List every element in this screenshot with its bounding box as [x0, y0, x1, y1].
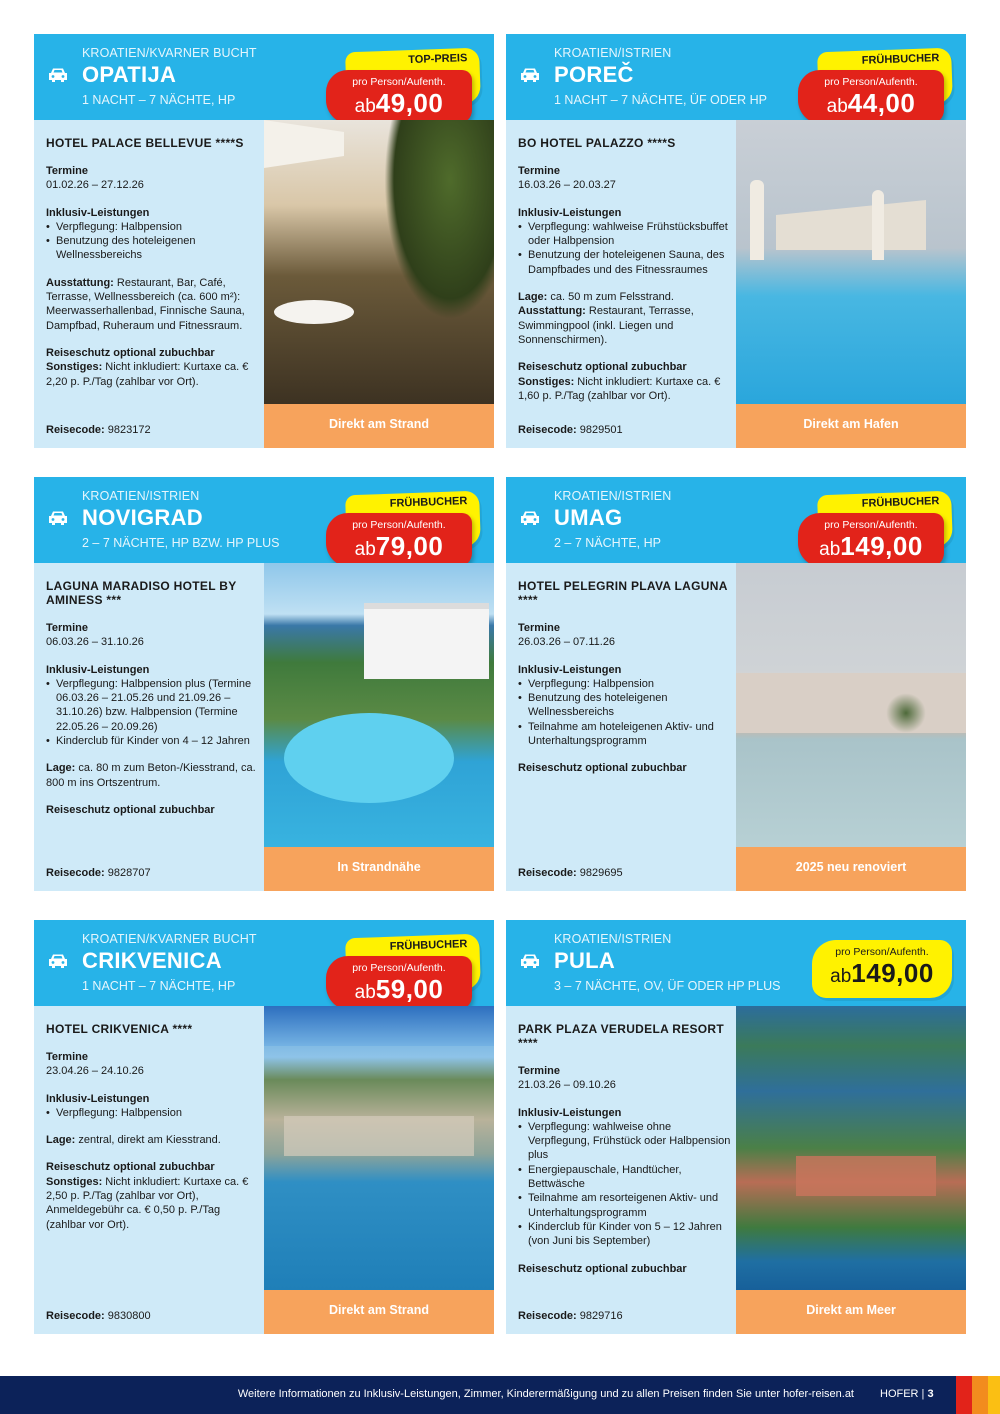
price-value: 49,00 [375, 88, 444, 118]
price-note: pro Person/Aufenth. [824, 519, 918, 531]
inclusive-list: • Verpflegung: wahlweise ohne Verpflegung, Frühstück oder Halbpension plus • Energiepauschale, Handtücher, Bettwäsche • Teilnahme am resorteigenen Aktiv- und Unterhaltungsprogramm • Kinderclub für Kinder von 5 – 12 Jahren (von Juni bis September) [518, 1120, 734, 1249]
price-badge: pro Person/Aufenth. ab149,00 [812, 940, 952, 998]
badge-fruehbucher: FRÜHBUCHER [817, 491, 953, 552]
card-header [506, 920, 966, 1006]
page-number: 3 [927, 1388, 934, 1400]
inclusive-list: • Verpflegung: wahlweise Frühstücksbuffet oder Halbpension • Benutzung der hoteleigenen Sauna, des Dampfbades und des Fitnessraumes [518, 220, 734, 277]
offer-card-novigrad [34, 477, 494, 891]
card-details: PARK PLAZA VERUDELA RESORT **** Termine 21.03.26 – 09.10.26 Inklusiv-Leistungen • Verpflegung: wahlweise ohne Verpflegung, Frühstück oder Halbpension plus • Energiepauschale, Handtücher, Bettwäsche • Teilnahme am resorteigenen Aktiv- und Unterhaltungsprogramm • Kinderclub für Kinder von 5 – 12 Jahren (von Juni bis September) Reiseschutz optional zubuchbar [518, 1016, 734, 1276]
hotel-name: LAGUNA MARADISO HOTEL BY AMINESS *** [46, 579, 237, 607]
dates: 23.04.26 – 24.10.26 [46, 1065, 144, 1078]
price-note: pro Person/Aufenth. [352, 962, 446, 974]
card-header [506, 34, 966, 120]
region: KROATIEN/ISTRIEN [554, 932, 672, 946]
price-note: pro Person/Aufenth. [352, 519, 446, 531]
offer-card-porec [506, 34, 966, 448]
hotel-name: HOTEL PELEGRIN PLAVA LAGUNA **** [518, 579, 728, 607]
card-details: HOTEL CRIKVENICA **** Termine 23.04.26 – 24.10.26 Inklusiv-Leistungen • Verpflegung: Halbpension Lage: zentral, direkt am Kiesstrand. Reiseschutz optional zubuchbar Sonstiges: Nicht inkludiert: Kurtaxe ca. € 2,50 p. P./Tag (zahlbar vor Ort), Anmeldegebühr ca. € 0,50 p. P./Tag (zahlbar vor Ort). [46, 1016, 262, 1232]
hotel-photo [736, 120, 966, 404]
inclusive-list: • Verpflegung: Halbpension plus (Termine 06.03.26 – 21.05.26 und 21.09.26 – 31.10.26) bzw. Halbpension (Termine 22.05.26 – 20.09.26) • Kinderclub für Kinder von 4 – 12 Jahren [46, 677, 262, 748]
dates: 01.02.26 – 27.12.26 [46, 179, 144, 192]
badge-fruehbucher: FRÜHBUCHER [345, 491, 481, 552]
price-value: 149,00 [840, 531, 923, 561]
city-title: OPATIJA [82, 62, 177, 87]
reisecode: Reisecode: 9829695 [518, 867, 623, 879]
hotel-photo [264, 120, 494, 404]
region: KROATIEN/ISTRIEN [82, 489, 200, 503]
brand-stripe-orange [972, 1376, 988, 1414]
footer-info: Weitere Informationen zu Inklusiv-Leistungen, Zimmer, Kinderermäßigung und zu allen Preisen finden Sie unter hofer-reisen.at [237, 1388, 854, 1400]
city-title: PULA [554, 948, 616, 973]
price-badge: pro Person/Aufenth. ab44,00 [798, 70, 944, 124]
dates: 06.03.26 – 31.10.26 [46, 636, 144, 649]
region: KROATIEN/KVARNER BUCHT [82, 46, 257, 60]
card-details: HOTEL PELEGRIN PLAVA LAGUNA **** Termine 26.03.26 – 07.11.26 Inklusiv-Leistungen • Verpflegung: Halbpension • Benutzung des hoteleigenen Wellnessbereichs • Teilnahme am hoteleigenen Aktiv- und Unterhaltungsprogramm Reiseschutz optional zubuchbar [518, 573, 734, 776]
highlight-ribbon: Direkt am Meer [736, 1290, 966, 1334]
hotel-name: HOTEL PALACE BELLEVUE ****S [46, 136, 244, 150]
car-icon [47, 510, 69, 526]
nights-info: 3 – 7 NÄCHTE, OV, ÜF ODER HP PLUS [554, 979, 781, 993]
price-value: 79,00 [375, 531, 444, 561]
reisecode: Reisecode: 9829716 [518, 1310, 623, 1322]
city-title: UMAG [554, 505, 623, 530]
price-value: 59,00 [375, 974, 444, 1004]
card-details: BO HOTEL PALAZZO ****S Termine 16.03.26 – 20.03.27 Inklusiv-Leistungen • Verpflegung: wahlweise Frühstücksbuffet oder Halbpension • Benutzung der hoteleigenen Sauna, des Dampfbades und des Fitnessraumes Lage: ca. 50 m zum Felsstrand. Ausstattung: Restaurant, Terrasse, Swimmingpool (inkl. Liegen und Sonnenschirmen). Reiseschutz optional zubuchbar Sonstiges: Nicht inkludiert: Kurtaxe ca. € 1,60 p. P./Tag (zahlbar vor Ort). [518, 130, 734, 403]
badge-fruehbucher: FRÜHBUCHER [817, 48, 953, 109]
nights-info: 1 NACHT – 7 NÄCHTE, ÜF ODER HP [554, 93, 768, 107]
offer-card-crikvenica [34, 920, 494, 1334]
inclusive-list: • Verpflegung: Halbpension [46, 1106, 262, 1120]
page-footer [0, 1376, 1000, 1414]
price-note: pro Person/Aufenth. [835, 946, 929, 958]
price-badge: pro Person/Aufenth. ab49,00 [326, 70, 472, 124]
price-badge: pro Person/Aufenth. ab79,00 [326, 513, 472, 567]
hotel-name: HOTEL CRIKVENICA **** [46, 1022, 193, 1036]
badge-top-preis: TOP-PREIS [345, 48, 481, 109]
price-badge: pro Person/Aufenth. ab59,00 [326, 956, 472, 1010]
city-title: CRIKVENICA [82, 948, 222, 973]
dates: 26.03.26 – 07.11.26 [518, 636, 616, 649]
nights-info: 1 NACHT – 7 NÄCHTE, HP [82, 93, 236, 107]
highlight-ribbon: Direkt am Strand [264, 1290, 494, 1334]
reisecode: Reisecode: 9829501 [518, 424, 623, 436]
region: KROATIEN/ISTRIEN [554, 46, 672, 60]
nights-info: 2 – 7 NÄCHTE, HP [554, 536, 661, 550]
highlight-ribbon: Direkt am Hafen [736, 404, 966, 448]
region: KROATIEN/KVARNER BUCHT [82, 932, 257, 946]
brand-stripe-yellow [988, 1376, 1000, 1414]
card-header [34, 34, 494, 120]
car-icon [47, 67, 69, 83]
nights-info: 2 – 7 NÄCHTE, HP BZW. HP PLUS [82, 536, 280, 550]
price-badge: pro Person/Aufenth. ab149,00 [798, 513, 944, 567]
region: KROATIEN/ISTRIEN [554, 489, 672, 503]
reisecode: Reisecode: 9823172 [46, 424, 151, 436]
car-icon [519, 510, 541, 526]
nights-info: 1 NACHT – 7 NÄCHTE, HP [82, 979, 236, 993]
footer-brand: HOFER | 3 [880, 1388, 934, 1400]
hotel-photo [264, 563, 494, 847]
hotel-name: BO HOTEL PALAZZO ****S [518, 136, 676, 150]
inclusive-list: • Verpflegung: Halbpension • Benutzung des hoteleigenen Wellnessbereichs • Teilnahme am hoteleigenen Aktiv- und Unterhaltungsprogramm [518, 677, 734, 748]
hotel-photo [736, 563, 966, 847]
card-details: LAGUNA MARADISO HOTEL BY AMINESS *** Termine 06.03.26 – 31.10.26 Inklusiv-Leistungen • Verpflegung: Halbpension plus (Termine 06.03.26 – 21.05.26 und 21.09.26 – 31.10.26) bzw. Halbpension (Termine 22.05.26 – 20.09.26) • Kinderclub für Kinder von 4 – 12 Jahren Lage: ca. 80 m zum Beton-/Kiesstrand, ca. 800 m ins Ortszentrum. Reiseschutz optional zubuchbar [46, 573, 262, 817]
price-note: pro Person/Aufenth. [824, 76, 918, 88]
reisecode: Reisecode: 9830800 [46, 1310, 151, 1322]
price-value: 44,00 [847, 88, 916, 118]
car-icon [519, 953, 541, 969]
highlight-ribbon: In Strandnähe [264, 847, 494, 891]
car-icon [47, 953, 69, 969]
dates: 16.03.26 – 20.03.27 [518, 179, 616, 192]
highlight-ribbon: Direkt am Strand [264, 404, 494, 448]
car-icon [519, 67, 541, 83]
city-title: NOVIGRAD [82, 505, 203, 530]
card-header [506, 477, 966, 563]
highlight-ribbon: 2025 neu renoviert [736, 847, 966, 891]
badge-fruehbucher: FRÜHBUCHER [345, 934, 481, 995]
offer-card-pula [506, 920, 966, 1334]
hotel-photo [736, 1006, 966, 1290]
hotel-name: PARK PLAZA VERUDELA RESORT **** [518, 1022, 725, 1050]
brand-stripe-red [956, 1376, 972, 1414]
card-details: HOTEL PALACE BELLEVUE ****S Termine 01.02.26 – 27.12.26 Inklusiv-Leistungen • Verpflegung: Halbpension • Benutzung des hoteleigenen Wellnessbereichs Ausstattung: Restaurant, Bar, Café, Terrasse, Wellnessbereich (ca. 600 m²): Meerwasserhallenbad, Finnische Sauna, Dampfbad, Ruheraum und Fitnessraum. Reiseschutz optional zubuchbar Sonstiges: Nicht inkludiert: Kurtaxe ca. € 2,20 p. P./Tag (zahlbar vor Ort). [46, 130, 262, 389]
price-note: pro Person/Aufenth. [352, 76, 446, 88]
hotel-photo [264, 1006, 494, 1290]
reisecode: Reisecode: 9828707 [46, 867, 151, 879]
offer-card-umag [506, 477, 966, 891]
offer-card-opatija [34, 34, 494, 448]
price-value: 149,00 [851, 958, 934, 988]
city-title: POREČ [554, 62, 634, 87]
inclusive-list: • Verpflegung: Halbpension • Benutzung des hoteleigenen Wellnessbereichs [46, 220, 262, 263]
dates: 21.03.26 – 09.10.26 [518, 1079, 616, 1092]
card-header [34, 477, 494, 563]
card-header [34, 920, 494, 1006]
